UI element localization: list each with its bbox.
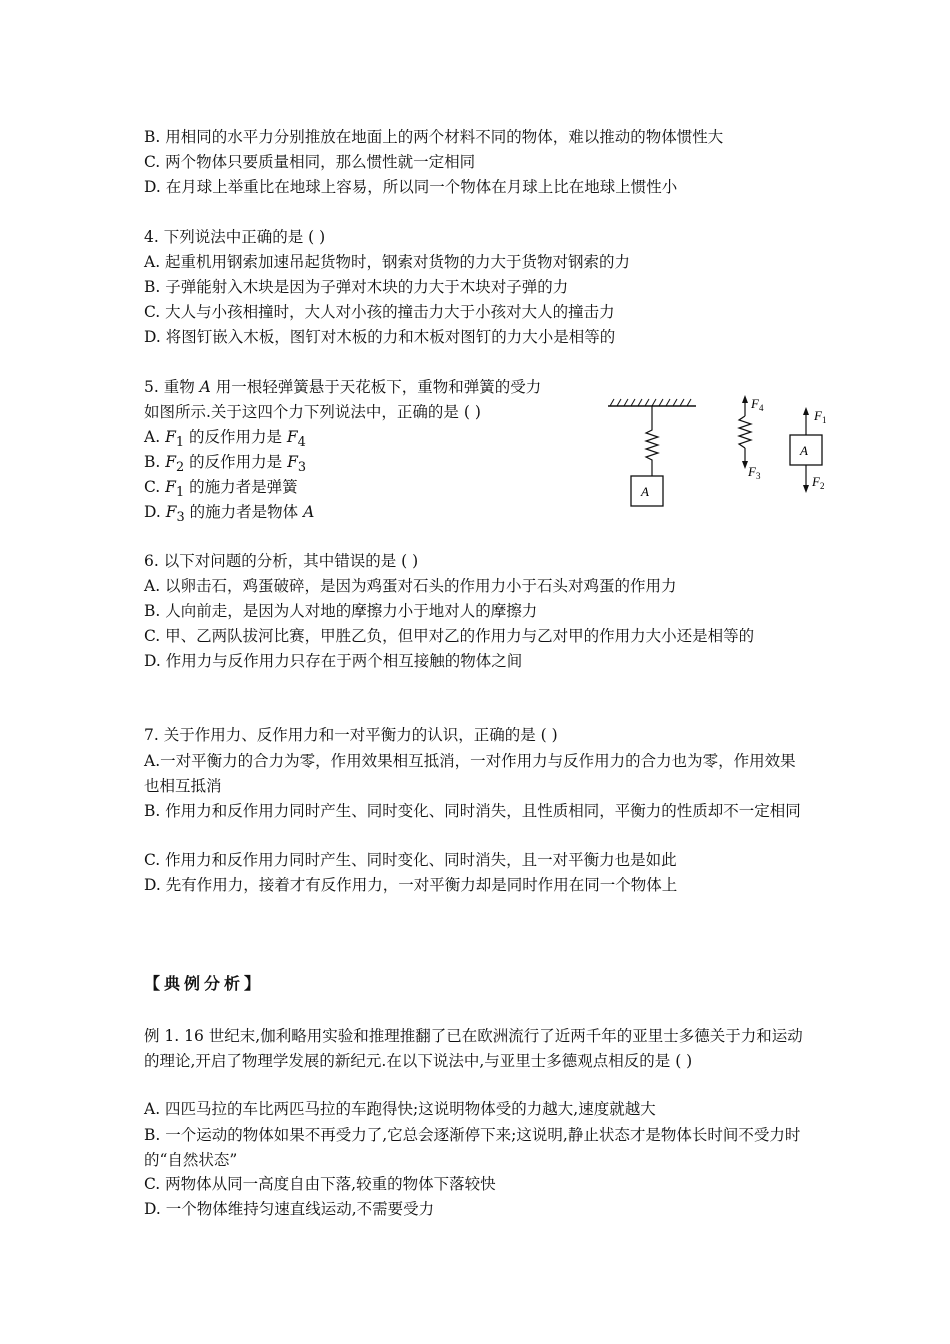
example1-stem: 例 1. 16 世纪末,伽利略用实验和推理推翻了已在欧洲流行了近两千年的亚里士多德关于力和运动的理论,开启了物理学发展的新纪元.在以下说法中,与亚里士多德观点相反的是 ( ) [144,1027,803,1070]
object-label: A [303,503,315,521]
q7-option-b: B. 作用力和反作用力同时产生、同时变化、同时消失，且性质相同，平衡力的性质却不一定相同 [144,802,801,820]
f3-label: $F_3$ [748,464,761,481]
q5-option-c [144,477,298,503]
option-text: 的施力者是弹簧 [184,478,298,496]
q5-stem-text: 5. 重物 [144,378,200,396]
q6-option-a: A. 以卵击石，鸡蛋破碎，是因为鸡蛋对石头的作用力小于石头对鸡蛋的作用力 [144,577,677,595]
force-subscript: 2 [176,460,185,476]
arrow-up-icon [742,395,748,403]
q6-option-d: D. 作用力与反作用力只存在于两个相互接触的物体之间 [144,652,523,670]
q5-stem-line2: 如图所示.关于这四个力下列说法中，正确的是 ( ) [144,403,481,421]
q4-stem: 4. 下列说法中正确的是 ( ) [144,228,326,246]
q5-var-a: A [199,378,211,396]
q4-option-b: B. 子弹能射入木块是因为子弹对木块的力大于木块对子弹的力 [144,278,569,296]
q5-stem-text: 用一根轻弹簧悬于天花板下，重物和弹簧的受力 [210,378,542,396]
q7-option-a: A.一对平衡力的合力为零，作用效果相互抵消，一对作用力与反作用力的合力也为零，作用效果也相互抵消 [144,752,796,795]
option-letter: B. [144,453,166,471]
force-symbol: F [165,428,176,446]
force-symbol: F [165,478,176,496]
option-text: 的反作用力是 [184,453,288,471]
q4-option-d: D. 将图钉嵌入木板，图钉对木板的力和木板对图钉的力大小是相等的 [144,328,616,346]
ceiling [608,399,696,406]
f1-label: $F_1$ [814,408,827,425]
example1-option-b: B. 一个运动的物体如果不再受力了,它总会逐渐停下来;这说明,静止状态才是物体长时间不受力时的“自然状态” [144,1126,801,1169]
option-text: 的施力者是物体 [184,503,304,521]
q3-option-c: C. 两个物体只要质量相同，那么惯性就一定相同 [144,153,476,171]
force-subscript: 1 [175,435,185,451]
option-letter: D. [144,503,166,521]
q7-stem: 7. 关于作用力、反作用力和一对平衡力的认识，正确的是 ( ) [144,726,558,744]
block-a-free-body-label: A [800,443,808,458]
force-subscript: 4 [297,435,306,451]
option-text: 的反作用力是 [184,428,287,446]
block-a-label: A [641,484,649,499]
example1-option-a: A. 四匹马拉的车比两匹马拉的车跑得快;这说明物体受的力越大,速度就越大 [144,1100,656,1118]
q7-option-c: C. 作用力和反作用力同时产生、同时变化、同时消失，且一对平衡力也是如此 [144,851,677,869]
q6-option-b: B. 人向前走，是因为人对地的摩擦力小于地对人的摩擦力 [144,602,538,620]
example1-option-d: D. 一个物体维持匀速直线运动,不需要受力 [144,1200,435,1218]
arrow-down-icon [803,485,809,493]
option-letter: A. [144,428,166,446]
spring [646,406,658,476]
spring-free-body [739,402,751,462]
force-subscript: 3 [297,460,307,476]
force-symbol: F [286,428,298,446]
force-symbol: F [165,503,177,521]
q4-option-c: C. 大人与小孩相撞时，大人对小孩的撞击力大于小孩对大人的撞击力 [144,303,615,321]
example1-option-c: C. 两物体从同一高度自由下落,较重的物体下落较快 [144,1175,496,1193]
q5-force-diagram [600,392,850,522]
q4-option-a: A. 起重机用钢索加速吊起货物时，钢索对货物的力大于货物对钢索的力 [144,253,631,271]
q3-option-d: D. 在月球上举重比在地球上容易，所以同一个物体在月球上比在地球上惯性小 [144,178,678,196]
arrow-up-icon [803,407,809,415]
f2-label: $F_2$ [812,474,825,491]
q3-option-b: B. 用相同的水平力分别推放在地面上的两个材料不同的物体，难以推动的物体惯性大 [144,128,724,146]
force-symbol: F [287,453,298,471]
f4-label: $F_4$ [751,396,764,413]
section-heading: 【典例分析】 [144,974,265,993]
q5-option-d [144,502,314,528]
q5-option-a [144,427,306,453]
force-subscript: 3 [176,510,185,526]
q5-option-b [144,452,306,478]
option-letter: C. [144,478,166,496]
force-subscript: 1 [175,485,185,501]
q5-stem-line1 [144,377,541,397]
force-symbol: F [165,453,177,471]
q6-option-c: C. 甲、乙两队拔河比赛，甲胜乙负，但甲对乙的作用力与乙对甲的作用力大小还是相等的 [144,627,755,645]
q7-option-d: D. 先有作用力，接着才有反作用力，一对平衡力却是同时作用在同一个物体上 [144,876,678,894]
q6-stem: 6. 以下对问题的分析，其中错误的是 ( ) [144,552,419,570]
